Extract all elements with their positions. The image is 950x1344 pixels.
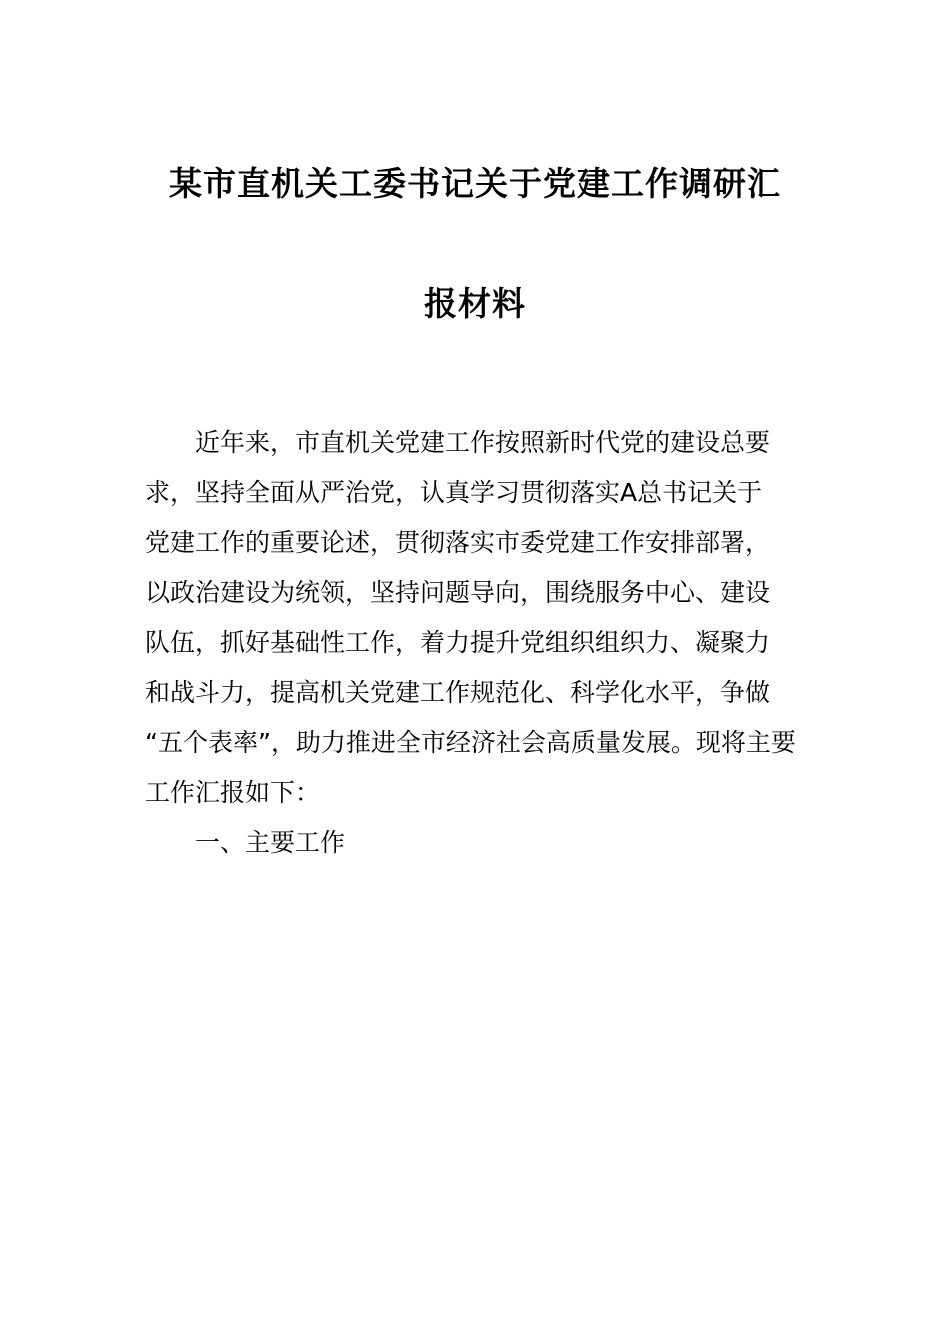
paragraph-line: 党建工作的重要论述，贯彻落实市委党建工作安排部署， bbox=[145, 528, 771, 557]
paragraph-line: 和战斗力，提高机关党建工作规范化、科学化水平，争做 bbox=[145, 678, 771, 707]
section-heading: 一、主要工作 bbox=[195, 828, 346, 857]
paragraph-line: 以政治建设为统领，坚持问题导向，围绕服务中心、建设 bbox=[145, 578, 771, 607]
paragraph-line: 队伍，抓好基础性工作，着力提升党组织组织力、凝聚力 bbox=[145, 628, 771, 657]
paragraph-line: “五个表率”，助力推进全市经济社会高质量发展。现将主要 bbox=[145, 728, 796, 757]
paragraph-line: 求，坚持全面从严治党，认真学习贯彻落实A总书记关于 bbox=[145, 478, 763, 507]
document-title-line-2: 报材料 bbox=[424, 284, 526, 323]
paragraph-line: 工作汇报如下： bbox=[145, 778, 321, 807]
document-title-line-1: 某市直机关工委书记关于党建工作调研汇 bbox=[169, 164, 781, 203]
document-body bbox=[145, 418, 815, 868]
paragraph-line: 近年来，市直机关党建工作按照新时代党的建设总要 bbox=[195, 428, 771, 457]
